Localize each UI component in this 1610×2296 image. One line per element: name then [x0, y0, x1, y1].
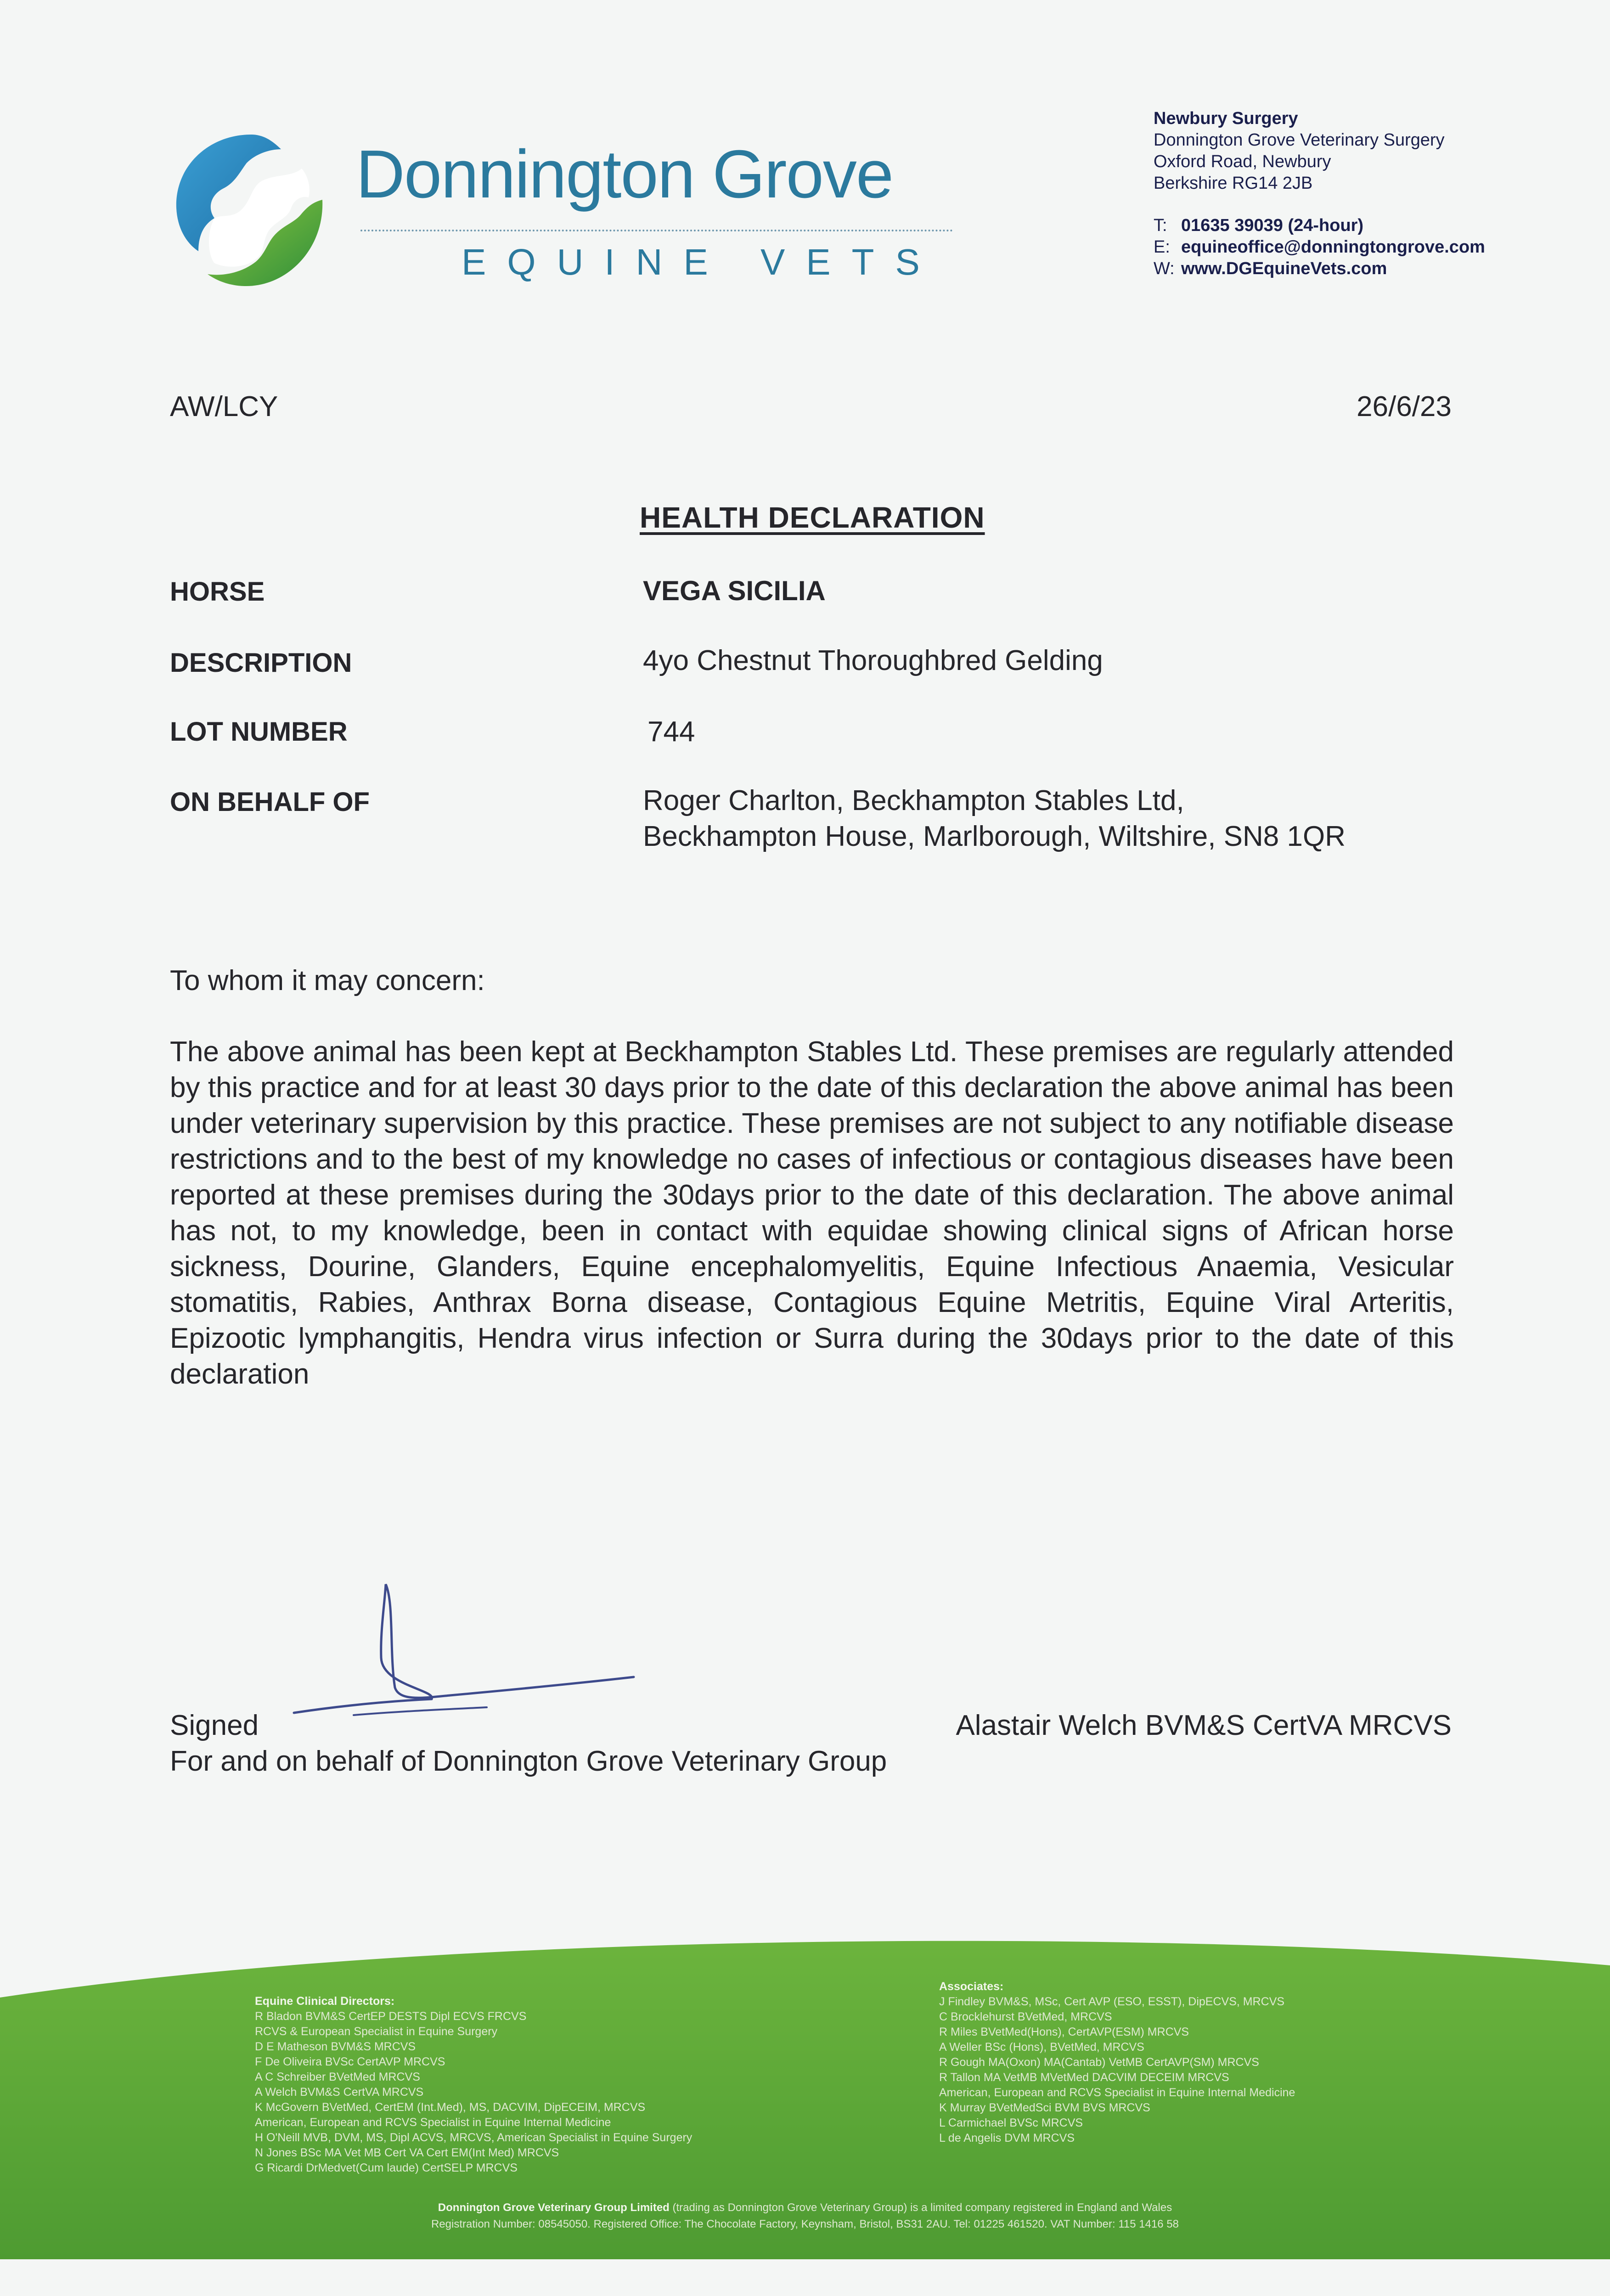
director-item: D E Matheson BVM&S MRCVS — [255, 2040, 416, 2053]
on-behalf-line: For and on behalf of Donnington Grove Veterinary Group — [170, 1745, 887, 1777]
director-item: A C Schreiber BVetMed MRCVS — [255, 2071, 420, 2083]
behalf-line: Roger Charlton, Beckhampton Stables Ltd, — [643, 785, 1184, 816]
directors-list — [255, 1994, 692, 2176]
associate-item: R Tallon MA VetMB MVetMed DACVIM DECEIM MRCVS — [939, 2071, 1229, 2084]
brand-subtitle: EQUINE VETS — [462, 242, 941, 282]
signed-label: Signed — [170, 1710, 259, 1741]
on-behalf-of-value — [643, 783, 1345, 855]
associate-item: C Brocklehurst BVetMed, MRCVS — [939, 2010, 1112, 2023]
behalf-line: Beckhampton House, Marlborough, Wiltshire, SN8 1QR — [643, 821, 1345, 852]
director-item: H O'Neill MVB, DVM, MS, Dipl ACVS, MRCVS, American Specialist in Equine Surgery — [255, 2131, 692, 2144]
director-item: F De Oliveira BVSc CertAVP MRCVS — [255, 2055, 445, 2068]
associate-item: R Miles BVetMed(Hons), CertAVP(ESM) MRCVS — [939, 2026, 1189, 2038]
email-link[interactable]: equineoffice@donningtongrove.com — [1181, 237, 1485, 257]
brand-name: Donnington Grove — [356, 136, 893, 212]
director-item: N Jones BSc MA Vet MB Cert VA Cert EM(Int Med) MRCVS — [255, 2146, 559, 2159]
signature-scribble-icon — [285, 1575, 652, 1740]
associate-item: L Carmichael BVSc MRCVS — [939, 2116, 1083, 2129]
lot-number-label: LOT NUMBER — [170, 717, 348, 747]
associate-item: A Weller BSc (Hons), BVetMed, MRCVS — [939, 2041, 1144, 2054]
document-title: HEALTH DECLARATION — [640, 501, 985, 534]
website-link[interactable]: www.DGEquineVets.com — [1181, 259, 1387, 278]
director-item: G Ricardi DrMedvet(Cum laude) CertSELP MRCVS — [255, 2161, 518, 2174]
surgery-name: Newbury Surgery — [1154, 109, 1298, 128]
on-behalf-of-label: ON BEHALF OF — [170, 787, 370, 817]
description-value: 4yo Chestnut Thoroughbred Gelding — [643, 645, 1103, 676]
horse-value: VEGA SICILIA — [643, 575, 826, 606]
legal-trading-text: (trading as Donnington Grove Veterinary Group) is a limited company registered in England and Wales — [672, 2201, 1172, 2214]
associate-item: J Findley BVM&S, MSc, Cert AVP (ESO, ESST), DipECVS, MRCVS — [939, 1995, 1285, 2008]
contact-email — [1154, 236, 1485, 258]
contact-key: W: — [1154, 259, 1175, 278]
director-item: K McGovern BVetMed, CertEM (Int.Med), MS, DACVIM, DipECEIM, MRCVS — [255, 2101, 646, 2114]
legal-line-2: Registration Number: 08545050. Registered Office: The Chocolate Factory, Keynsham, Bristol, BS31 2AU. Tel: 01225 461520. VAT Number: 115 1416 58 — [431, 2218, 1179, 2230]
contact-key: T: — [1154, 216, 1167, 235]
declaration-body: The above animal has been kept at Beckhampton Stables Ltd. These premises are regularly attended by this practice and for at least 30 days prior to the date of this declaration the above animal has been under veterinary supervision by this practice. These premises are not subject to any notifiable disease restrictions and to the best of my knowledge no cases of infectious or contagious diseases have been reported at these premises during the 30days prior to the date of this declaration. The above animal has not, to my knowledge, been in contact with equidae showing clinical signs of African horse sickness, Dourine, Glanders, Equine encephalomyelitis, Equine Infectious Anaemia, Vesicular stomatitis, Rabies, Anthrax Borna disease, Contagious Equine Metritis, Equine Viral Arteritis, Epizootic lymphangitis, Hendra virus infection or Surra during the 30days prior to the date of this declaration — [170, 1036, 1454, 1390]
address-line: Oxford Road, Newbury — [1154, 152, 1331, 171]
contact-details — [1154, 215, 1485, 280]
legal-line-1 — [0, 2200, 1610, 2216]
footer-legal — [0, 2200, 1610, 2233]
directors-heading: Equine Clinical Directors: — [255, 1995, 395, 2008]
donnington-grove-logo-icon — [171, 131, 332, 292]
brand-divider — [360, 230, 953, 231]
associate-item: R Gough MA(Oxon) MA(Cantab) VetMB CertAVP(SM) MRCVS — [939, 2056, 1259, 2069]
salutation: To whom it may concern: — [170, 965, 485, 996]
associate-item: K Murray BVetMedSci BVM BVS MRCVS — [939, 2101, 1150, 2114]
description-label: DESCRIPTION — [170, 648, 352, 678]
associates-list — [939, 1979, 1295, 2146]
director-item: R Bladon BVM&S CertEP DESTS Dipl ECVS FRCVS — [255, 2010, 527, 2023]
associate-item: L de Angelis DVM MRCVS — [939, 2132, 1075, 2144]
director-item: American, European and RCVS Specialist in Equine Internal Medicine — [255, 2116, 611, 2129]
document-date: 26/6/23 — [1357, 391, 1452, 422]
surgery-address — [1154, 108, 1445, 194]
associate-item: American, European and RCVS Specialist in Equine Internal Medicine — [939, 2086, 1295, 2099]
horse-label: HORSE — [170, 577, 265, 607]
phone-number[interactable]: 01635 39039 (24-hour) — [1181, 216, 1364, 235]
director-item: A Welch BVM&S CertVA MRCVS — [255, 2086, 424, 2099]
address-line: Donnington Grove Veterinary Surgery — [1154, 130, 1445, 150]
director-item: RCVS & European Specialist in Equine Surgery — [255, 2025, 498, 2038]
contact-web — [1154, 258, 1485, 280]
address-line: Berkshire RG14 2JB — [1154, 174, 1313, 193]
legal-company-name: Donnington Grove Veterinary Group Limited — [438, 2201, 670, 2214]
contact-phone — [1154, 215, 1485, 236]
lot-number-value: 744 — [647, 716, 695, 748]
signer-name: Alastair Welch BVM&S CertVA MRCVS — [956, 1710, 1452, 1741]
associates-heading: Associates: — [939, 1980, 1004, 1993]
contact-key: E: — [1154, 237, 1170, 257]
reference: AW/LCY — [170, 391, 278, 422]
